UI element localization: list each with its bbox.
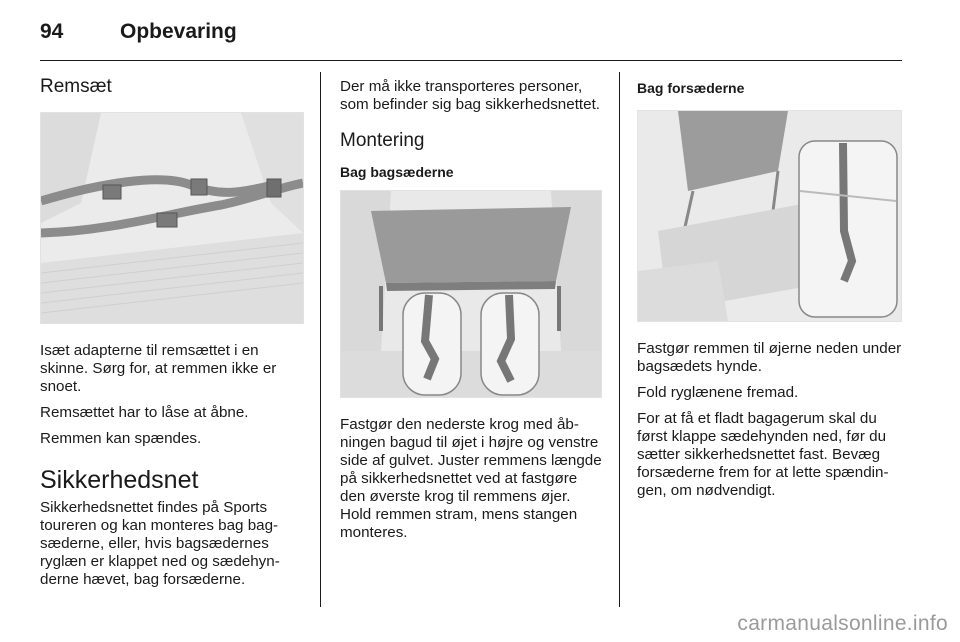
sikkerhedsnet-title: Sikkerhedsnet [40,466,199,494]
bag-forsaederne-para-1: Fastgør remmen til øjerne neden under bagsædets hynde. [637,340,902,375]
sikkerhedsnet-para: Sikkerhedsnettet findes på Sports toureren og kan monteres bag bagsæderne, eller, hvis bagsædernes ryglæn er klappet ned og sædehynderne hævet, bag forsæderne. [40,499,280,588]
remsaet-para-3: Remmen kan spændes. [40,430,202,447]
strap-set-illustration [40,112,304,324]
bag-bagsaederne-para: Fastgør den nederste krog med åbningen bagud til øjet i højre og venstre side af gulvet. Juster remmens længde på sikkerhedsnettet ved at fastgøre den øverste krog til remmens øjer. Hold remmen stram, mens stangen monteres. [340,416,602,541]
page-title: Opbevaring [120,20,237,43]
remsaet-para-2: Remsættet har to låse at åbne. [40,404,249,421]
front-seat-net-illustration [637,110,902,322]
bag-forsaederne-para-2: Fold ryglænene fremad. [637,384,799,401]
page-header [40,14,902,54]
column-divider-1 [320,72,321,607]
header-rule [40,60,902,61]
remsaet-heading: Remsæt [40,76,112,97]
watermark: carmanualsonline.info [737,612,948,635]
bag-bagsaederne-subheading: Bag bagsæderne [340,164,454,180]
bag-forsaederne-subheading: Bag forsæderne [637,80,745,96]
bag-forsaederne-para-3: For at få et fladt bagagerum skal du først klappe sædehynden ned, før du sætter sikkerhedsnettet fast. Bevæg forsæderne frem for at lette spændingen, om nødvendigt. [637,410,889,499]
page-number: 94 [40,20,64,43]
montering-heading: Montering [340,130,425,151]
column-3 [637,72,902,508]
column-2 [340,72,602,550]
remsaet-para-1: Isæt adapterne til remsættet i en skinne. Sørg for, at remmen ikke er snoet. [40,342,277,395]
column-divider-2 [619,72,620,607]
intro-para: Der må ikke transporteres personer, som befinder sig bag sikkerhedsnettet. [340,78,601,113]
column-1 [40,72,306,597]
rear-seat-net-illustration [340,190,602,398]
